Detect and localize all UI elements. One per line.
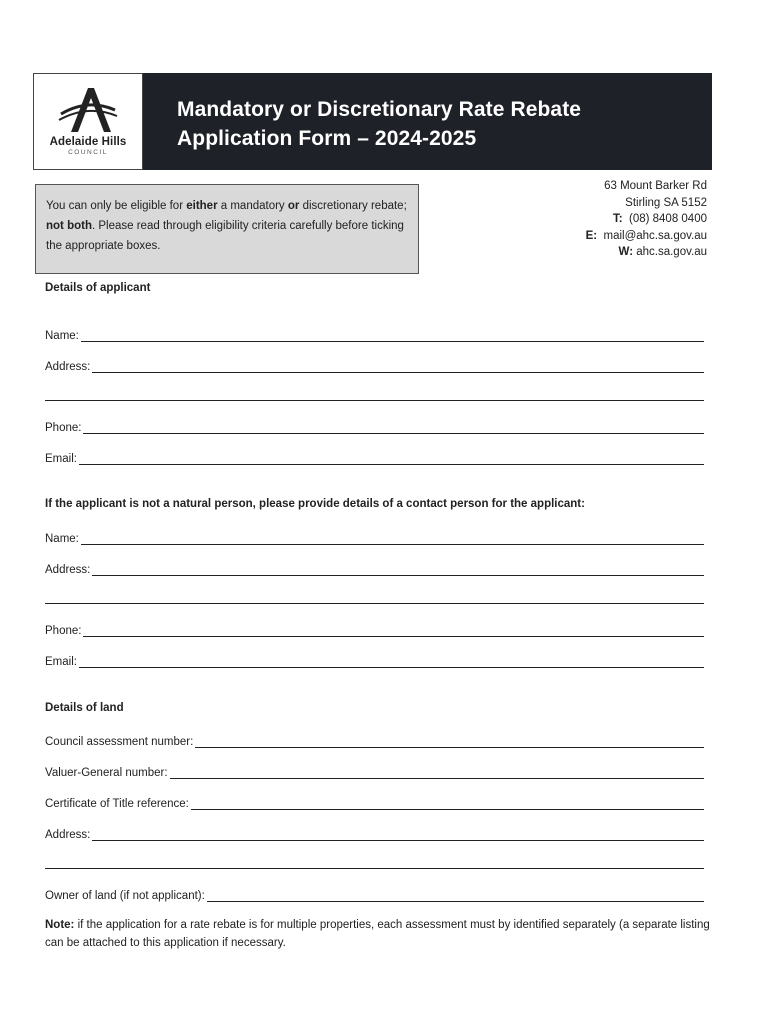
contact-web: W: ahc.sa.gov.au <box>618 246 707 258</box>
land-heading: Details of land <box>45 702 124 714</box>
notice-emphasis-either: either <box>186 200 218 212</box>
applicant-address-line2[interactable] <box>45 400 704 401</box>
notice-text: You can only be eligible for <box>46 200 187 212</box>
form-title-line2: Application Form – 2024-2025 <box>177 127 477 150</box>
notice-text: discretionary rebate; <box>299 200 407 212</box>
land-address-field[interactable]: Address: <box>45 825 704 841</box>
notice-emphasis-not-both: not both <box>46 220 92 232</box>
contact-email: E: mail@ahc.sa.gov.au <box>585 229 707 242</box>
contact-email-field[interactable]: Email: <box>45 652 704 668</box>
contact-name-field[interactable]: Name: <box>45 529 704 545</box>
applicant-heading: Details of applicant <box>45 282 151 294</box>
note-text: if the application for a rate rebate is for multiple properties, each assessment must by identified separately (a separate listing can be attached to this application if necessary. <box>45 919 710 949</box>
valuer-general-number-field[interactable]: Valuer-General number: <box>45 763 704 779</box>
notice-text: a mandatory <box>217 200 288 212</box>
council-contact-details <box>586 178 707 261</box>
contact-address-line2[interactable] <box>45 603 704 604</box>
applicant-email-field[interactable]: Email: <box>45 449 704 465</box>
logo-name: Adelaide Hills <box>49 136 127 148</box>
contact-person-heading: If the applicant is not a natural person, please provide details of a contact person for the applicant: <box>45 498 585 510</box>
contact-address-line2: Stirling SA 5152 <box>625 196 707 209</box>
multiple-properties-note <box>45 916 710 952</box>
council-logo <box>33 73 143 170</box>
form-title-line1: Mandatory or Discretionary Rate Rebate <box>177 98 582 121</box>
eligibility-notice <box>35 184 419 274</box>
contact-phone: T: (08) 8408 0400 <box>613 213 707 225</box>
assessment-number-field[interactable]: Council assessment number: <box>45 732 704 748</box>
applicant-name-field[interactable]: Name: <box>45 326 704 342</box>
form-header <box>33 73 712 170</box>
land-address-line2[interactable] <box>45 868 704 869</box>
contact-phone-field[interactable]: Phone: <box>45 621 704 637</box>
applicant-address-field[interactable]: Address: <box>45 357 704 373</box>
title-band <box>143 73 712 170</box>
note-label: Note: <box>45 919 75 931</box>
title-reference-field[interactable]: Certificate of Title reference: <box>45 794 704 810</box>
notice-text: . Please read through eligibility criteria carefully before ticking the appropriate boxes. <box>46 220 404 252</box>
applicant-phone-field[interactable]: Phone: <box>45 418 704 434</box>
contact-address-line1: 63 Mount Barker Rd <box>604 180 707 192</box>
owner-of-land-field[interactable]: Owner of land (if not applicant): <box>45 886 704 902</box>
logo-subtitle: COUNCIL <box>68 149 108 156</box>
contact-address-field[interactable]: Address: <box>45 560 704 576</box>
logo-mark-icon <box>57 86 119 134</box>
notice-emphasis-or: or <box>287 200 300 212</box>
